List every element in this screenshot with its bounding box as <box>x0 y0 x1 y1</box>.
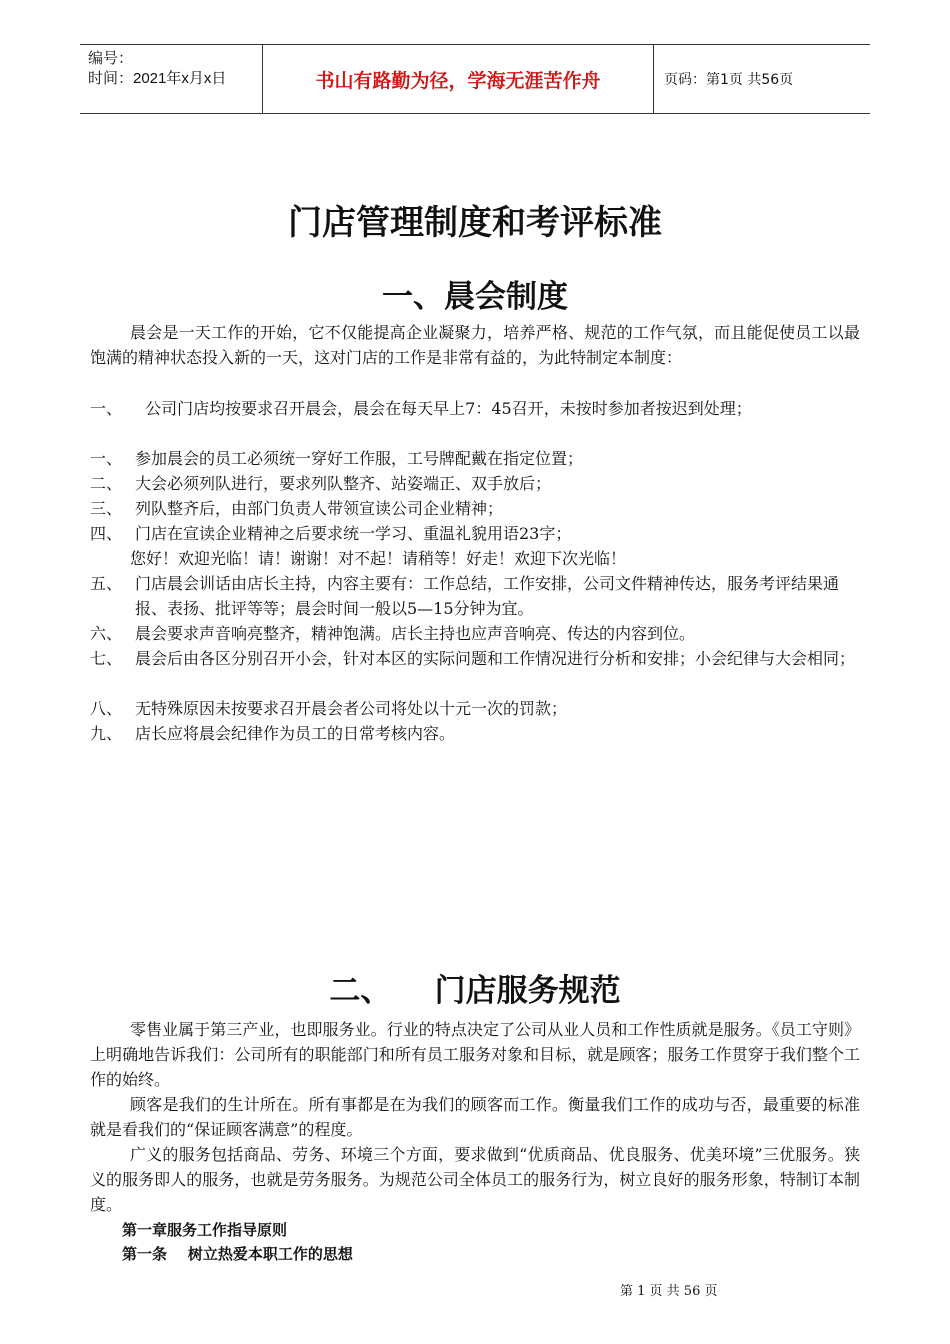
list-item-number: 五、 <box>90 574 123 593</box>
list-item-number: 九、 <box>90 724 123 743</box>
section2-title: 二、 门店服务规范 <box>329 973 621 1009</box>
list-item <box>90 396 860 421</box>
list-item <box>90 646 860 671</box>
list-item-text: 无特殊原因未按要求召开晨会者公司将处以十元一次的罚款； <box>135 699 568 718</box>
page-footer: 第 1 页 共 56 页 <box>620 1284 718 1299</box>
list-item-text: 公司门店均按要求召开晨会，晨会在每天早上7：45召开，未按时参加者按迟到处理； <box>135 399 752 418</box>
section1-intro: 晨会是一天工作的开始，它不仅能提高企业凝聚力，培养严格、规范的工作气氛，而且能促使员工以最饱满的精神状态投入新的一天，这对门店的工作是非常有益的，为此特制定本制度： <box>90 323 860 367</box>
time-label: 时间：2021年x月x日 <box>88 70 227 87</box>
article-heading: 第一条 树立热爱本职工作的思想 <box>122 1245 353 1263</box>
list-item-text: 门店晨会训话由店长主持，内容主要有：工作总结，工作安排，公司文件精神传达，服务考评结果通报、表扬、批评等等；晨会时间一般以5—15分钟为宜。 <box>135 574 840 618</box>
list-item-number: 一、 <box>90 449 123 468</box>
list-item <box>90 696 860 721</box>
list-item-text: 门店在宣读企业精神之后要求统一学习、重温礼貌用语23字； <box>135 524 572 543</box>
header-meta <box>80 45 263 113</box>
section1-title: 一、晨会制度 <box>382 279 568 315</box>
section2-paragraph: 零售业属于第三产业，也即服务业。行业的特点决定了公司从业人员和工作性质就是服务。《员工守则》上明确地告诉我们：公司所有的职能部门和所有员工服务对象和目标，就是顾客；服务工作贯穿于我们整个工作的始终。 <box>90 1020 860 1089</box>
list-item-text: 店长应将晨会纪律作为员工的日常考核内容。 <box>135 724 456 743</box>
header-motto: 书山有路勤为径，学海无涯苦作舟 <box>263 45 654 113</box>
number-label: 编号： <box>88 50 134 67</box>
list-item <box>90 571 860 621</box>
list-item-text: 参加晨会的员工必须统一穿好工作服，工号牌配戴在指定位置； <box>135 449 584 468</box>
list-item-number: 二、 <box>90 474 123 493</box>
list-item <box>90 621 860 646</box>
list-item-number: 四、 <box>90 524 123 543</box>
list-item-text: 晨会要求声音响亮整齐，精神饱满。店长主持也应声音响亮、传达的内容到位。 <box>135 624 696 643</box>
list-item <box>90 471 860 496</box>
list-item-number: 三、 <box>90 499 123 518</box>
list-item <box>90 446 860 471</box>
list-item-text: 大会必须列队进行，要求列队整齐、站姿端正、双手放后； <box>135 474 552 493</box>
page-header <box>80 44 870 114</box>
list-item-text: 列队整齐后，由部门负责人带领宣读公司企业精神； <box>135 499 504 518</box>
header-page-info: 页码：第1页 共56页 <box>664 72 794 88</box>
list-item <box>90 721 860 746</box>
list-item-number: 一、 <box>90 399 123 418</box>
list-item-number: 八、 <box>90 699 123 718</box>
list-item-text: 晨会后由各区分别召开小会，针对本区的实际问题和工作情况进行分析和安排；小会纪律与大会相同； <box>135 649 856 668</box>
list-item-text: 您好！欢迎光临！请！谢谢！对不起！请稍等！好走！欢迎下次光临！ <box>130 549 627 568</box>
list-item <box>90 496 860 521</box>
list-item <box>90 521 860 546</box>
list-item-number: 七、 <box>90 649 123 668</box>
document-title: 门店管理制度和考评标准 <box>288 203 662 243</box>
chapter-heading: 第一章服务工作指导原则 <box>122 1221 288 1239</box>
section2-paragraph: 顾客是我们的生计所在。所有事都是在为我们的顾客而工作。衡量我们工作的成功与否，最重要的标准就是看我们的“保证顾客满意”的程度。 <box>90 1095 860 1139</box>
list-item-number: 六、 <box>90 624 123 643</box>
list-item <box>90 546 860 571</box>
section2-paragraph: 广义的服务包括商品、劳务、环境三个方面，要求做到“优质商品、优良服务、优美环境”三优服务。狭义的服务即人的服务，也就是劳务服务。为规范公司全体员工的服务行为，树立良好的服务形象，特制订本制度。 <box>90 1145 860 1214</box>
